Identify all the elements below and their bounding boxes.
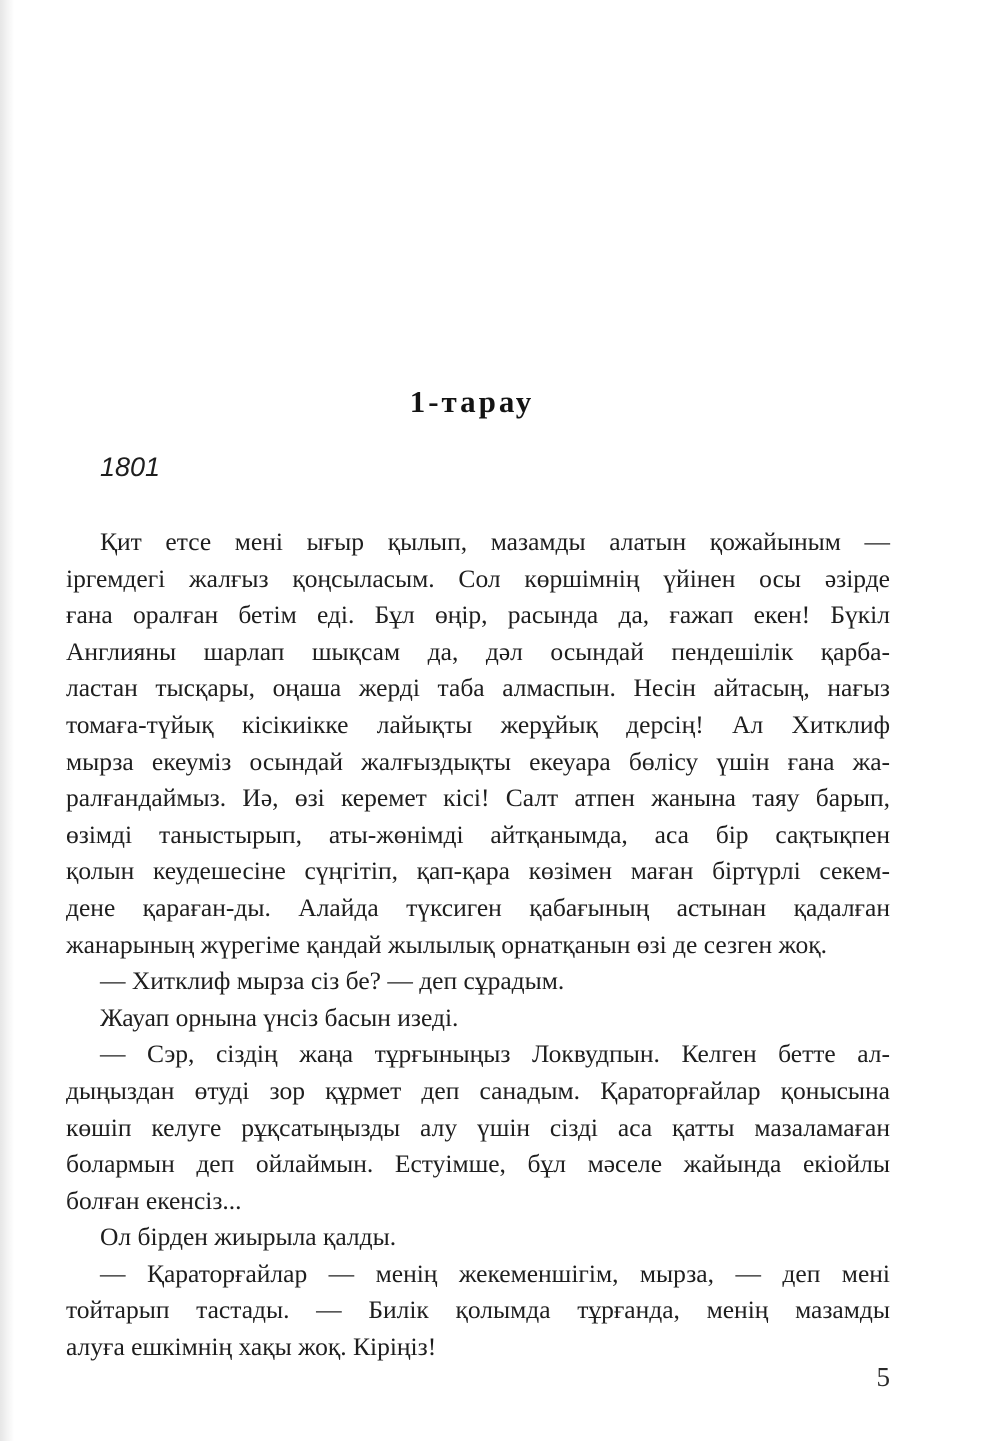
text-line: дыңыздан өтуді зор құрмет деп санадым. Қараторғайлар қонысына	[66, 1075, 890, 1105]
text-line: ралғандаймыз. Иә, өзі керемет кісі! Салт атпен жанына таяу барып,	[66, 783, 890, 813]
text-line: өзімді таныстырып, аты-жөнімді айтқанымда, аса бір сақтықпен	[66, 819, 890, 849]
text-line: Қит етсе мені ығыр қылып, мазамды алатын қожайыным —	[100, 527, 890, 556]
text-line: томаға-түйық кісікиікке лайықты жерұйық дерсің! Ал Хитклиф	[66, 709, 890, 739]
text-line: дене қараған-ды. Алайда түксиген қабағының астынан қадалған	[66, 892, 890, 922]
text-line: ғана оралған бетім еді. Бұл өңір, расында да, ғажап екен! Бүкіл	[66, 600, 890, 630]
text-line: тойтарып тастады. — Билік қолымда тұрғанда, менің мазамды	[66, 1295, 890, 1325]
text-line: ластан тысқары, оңаша жерді таба алмаспын. Несін айтасың, нағыз	[66, 673, 890, 703]
body-text	[66, 524, 890, 1366]
text-line: Англияны шарлап шықсам да, дәл осындай пендешілік қарба-	[66, 636, 890, 666]
paragraph	[66, 1036, 890, 1219]
paragraph	[66, 963, 890, 1000]
text-line: жанарының жүрегіме қандай жылылық орнатқанын өзі де сезген жоқ.	[66, 929, 827, 959]
text-line: іргемдегі жалғыз қоңсыласым. Сол көршімнің үйінен осы әзірде	[66, 563, 890, 593]
text-line: көшіп келуге рұқсатыңызды алу үшін сізді аса қатты мазаламаған	[66, 1112, 890, 1142]
chapter-year: 1801	[100, 452, 161, 482]
text-line: — Қараторғайлар — менің жекеменшігім, мырза, — деп мені	[100, 1258, 890, 1288]
page-edge-shadow	[0, 0, 14, 1441]
text-line: — Хитклиф мырза сіз бе? — деп сұрадым.	[100, 966, 565, 996]
text-line: Ол бірден жиырыла қалды.	[100, 1222, 397, 1252]
text-line: — Сэр, сіздің жаңа тұрғыныңыз Локвудпын. Келген бетте ал-	[100, 1039, 890, 1069]
chapter-title: 1-тарау	[409, 384, 535, 419]
paragraph	[66, 1219, 890, 1256]
text-line: қолын кеудешесіне сүңгітіп, қап-қара көзімен маған біртүрлі секем-	[66, 856, 890, 886]
page-number: 5	[876, 1362, 890, 1392]
paragraph	[66, 524, 890, 963]
text-line: мырза екеуміз осындай жалғыздықты екеуара бөлісу үшін ғана жа-	[66, 746, 890, 776]
text-line: алуға ешкімнің хақы жоқ. Кіріңіз!	[66, 1332, 437, 1362]
text-line: болған екенсіз...	[66, 1185, 242, 1215]
paragraph	[66, 1000, 890, 1037]
paragraph	[66, 1256, 890, 1366]
text-line: Жауап орнына үнсіз басын изеді.	[100, 1002, 459, 1032]
text-line: болармын деп ойлаймын. Естуімше, бұл мәселе жайында екіойлы	[66, 1149, 890, 1179]
